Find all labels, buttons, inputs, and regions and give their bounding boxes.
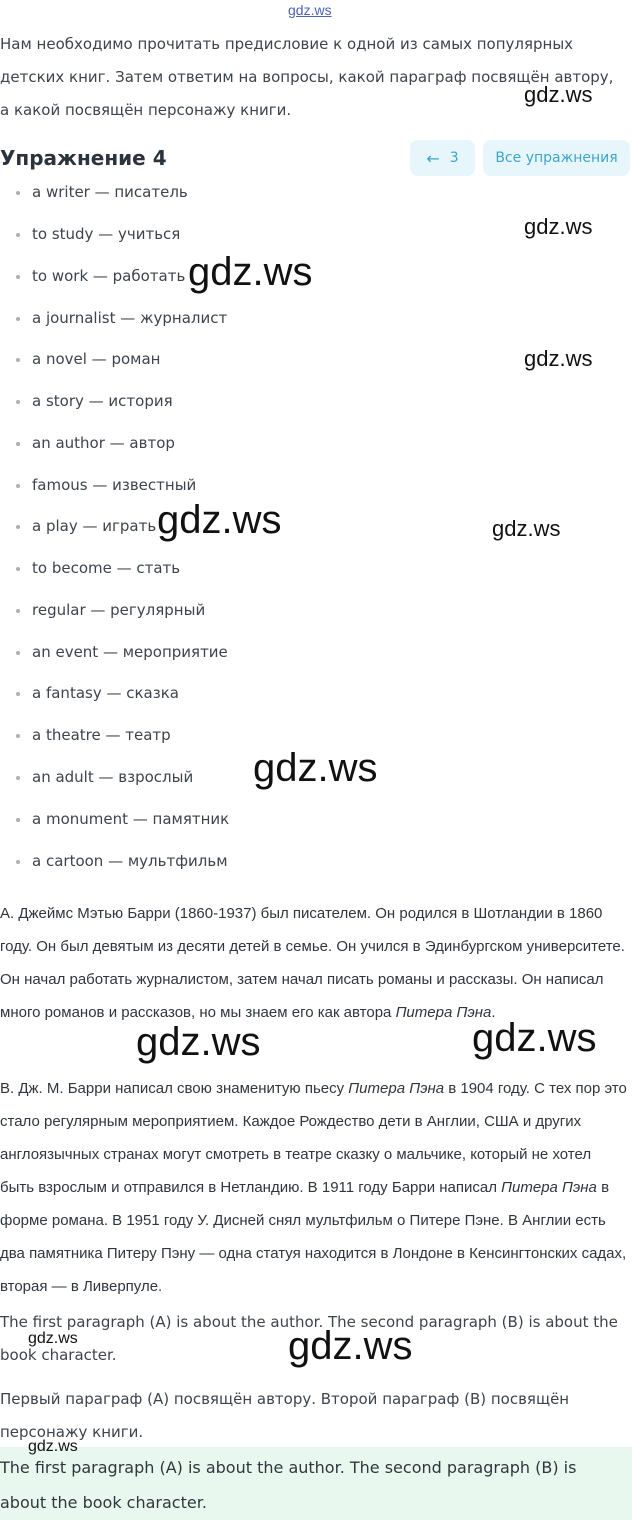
list-item-text: to study — учиться bbox=[32, 225, 181, 243]
list-item bbox=[0, 598, 205, 622]
list-item bbox=[0, 807, 229, 831]
all-exercises-label: Все упражнения bbox=[495, 150, 618, 166]
list-item bbox=[0, 347, 160, 371]
list-item-text: a monument — памятник bbox=[32, 810, 230, 828]
list-item-text: famous — известный bbox=[32, 476, 197, 494]
answer-text: The first paragraph (A) is about the author. The second paragraph (B) is about the book character. bbox=[0, 1458, 577, 1512]
bullet-icon bbox=[16, 317, 20, 321]
list-item-text: a story — история bbox=[32, 392, 173, 410]
list-item-text: a journalist — журналист bbox=[32, 309, 228, 327]
exercise-title: Упражнение 4 bbox=[0, 146, 167, 170]
list-item-text: a theatre — театр bbox=[32, 726, 171, 744]
list-item bbox=[0, 723, 171, 747]
watermark: gdz.ws bbox=[524, 214, 593, 239]
paragraph-a bbox=[0, 897, 628, 1029]
all-exercises-button[interactable] bbox=[483, 140, 630, 176]
book-title: Питера Пэна bbox=[395, 1004, 492, 1021]
paragraph-b-text: в форме романа. В 1951 году У. Дисней снял мультфильм о Питере Пэне. В Англии есть два памятника Питеру Пэну — одна статуя находится в Лондоне в Кенсингтонских садах, вторая — в Ливерпуле. bbox=[0, 1179, 627, 1295]
bullet-icon bbox=[16, 400, 20, 404]
list-item bbox=[0, 222, 180, 246]
list-item-text: an author — автор bbox=[32, 434, 175, 452]
list-item-text: a cartoon — мультфильм bbox=[32, 852, 228, 870]
bullet-icon bbox=[16, 860, 20, 864]
watermark: gdz.ws bbox=[524, 82, 593, 107]
watermark: gdz.ws bbox=[136, 1020, 261, 1064]
watermark: gdz.ws bbox=[492, 516, 561, 541]
exercise-header bbox=[0, 140, 632, 178]
bullet-icon bbox=[16, 484, 20, 488]
bullet-icon bbox=[16, 525, 20, 529]
list-item-text: to work — работать bbox=[32, 267, 186, 285]
paragraph-russian: Первый параграф (A) посвящён автору. Второй параграф (B) посвящён персонажу книги. bbox=[0, 1390, 570, 1441]
bullet-icon bbox=[16, 442, 20, 446]
watermark: gdz.ws bbox=[253, 746, 378, 790]
bullet-icon bbox=[16, 776, 20, 780]
watermark: gdz.ws bbox=[28, 1330, 78, 1347]
watermark: gdz.ws bbox=[28, 1438, 78, 1455]
list-item-text: a fantasy — сказка bbox=[32, 684, 179, 702]
paragraph-b bbox=[0, 1072, 628, 1303]
paragraph-b-text: B. Дж. М. Барри написал свою знаменитую пьесу bbox=[0, 1080, 349, 1097]
bullet-icon bbox=[16, 275, 20, 279]
watermark: gdz.ws bbox=[188, 250, 313, 294]
bullet-icon bbox=[16, 233, 20, 237]
bullet-icon bbox=[16, 191, 20, 195]
list-item bbox=[0, 264, 185, 288]
list-item bbox=[0, 556, 180, 580]
arrow-left-icon: ← bbox=[426, 148, 440, 168]
paragraph-a-text: A. Джеймс Мэтью Барри (1860-1937) был писателем. Он родился в Шотландии в 1860 году. Он был девятым из десяти детей в семье. Он учился в Эдинбургском университете. Он начал работать журналистом, затем начал писать романы и рассказы. Он написал много романов и рассказов, но мы знаем его как автора bbox=[0, 905, 625, 1021]
list-item-text: an adult — взрослый bbox=[32, 768, 194, 786]
bullet-icon bbox=[16, 358, 20, 362]
watermark: gdz.ws bbox=[288, 1324, 413, 1368]
book-title: Питера Пэна bbox=[348, 1080, 445, 1097]
paragraph-b-text: в 1904 году. С тех пор это стало регулярным мероприятием. Каждое Рождество дети в Англии, США и других англоязычных странах могут смотреть в театре сказку о мальчике, который не хотел быть взрослым и отправился в Нетландию. В 1911 году Барри написал bbox=[0, 1080, 627, 1196]
prev-exercise-label: 3 bbox=[449, 150, 459, 166]
list-item-text: an event — мероприятие bbox=[32, 643, 228, 661]
watermark: gdz.ws bbox=[524, 346, 593, 371]
list-item bbox=[0, 431, 175, 455]
bullet-icon bbox=[16, 651, 20, 655]
intro-text: Нам необходимо прочитать предисловие к одной из самых популярных детских книг. Затем ответим на вопросы, какой параграф посвящён автору, а какой посвящён персонажу книги. bbox=[0, 35, 614, 119]
list-item bbox=[0, 180, 188, 204]
list-item-text: a play — играть bbox=[32, 517, 157, 535]
list-item bbox=[0, 473, 196, 497]
list-item bbox=[0, 389, 173, 413]
watermark: gdz.ws bbox=[472, 1016, 597, 1060]
paragraph-english: The first paragraph (A) is about the author. The second paragraph (B) is about the book character. bbox=[0, 1313, 618, 1364]
list-item-text: regular — регулярный bbox=[32, 601, 206, 619]
list-item bbox=[0, 514, 156, 538]
site-link[interactable]: gdz.ws bbox=[288, 2, 332, 18]
bullet-icon bbox=[16, 567, 20, 571]
book-title: Питера Пэна bbox=[501, 1179, 597, 1196]
list-item bbox=[0, 765, 193, 789]
bullet-icon bbox=[16, 692, 20, 696]
list-item bbox=[0, 640, 228, 664]
watermark: gdz.ws bbox=[157, 498, 282, 542]
list-item bbox=[0, 849, 228, 873]
list-item-text: a writer — писатель bbox=[32, 183, 188, 201]
bullet-icon bbox=[16, 734, 20, 738]
prev-exercise-button[interactable] bbox=[410, 140, 475, 176]
paragraph-a-end: . bbox=[491, 1004, 496, 1021]
list-item bbox=[0, 681, 179, 705]
answer-block bbox=[0, 1447, 632, 1520]
bullet-icon bbox=[16, 609, 20, 613]
list-item-text: a novel — роман bbox=[32, 350, 161, 368]
bullet-icon bbox=[16, 818, 20, 822]
list-item bbox=[0, 306, 227, 330]
list-item-text: to become — стать bbox=[32, 559, 181, 577]
